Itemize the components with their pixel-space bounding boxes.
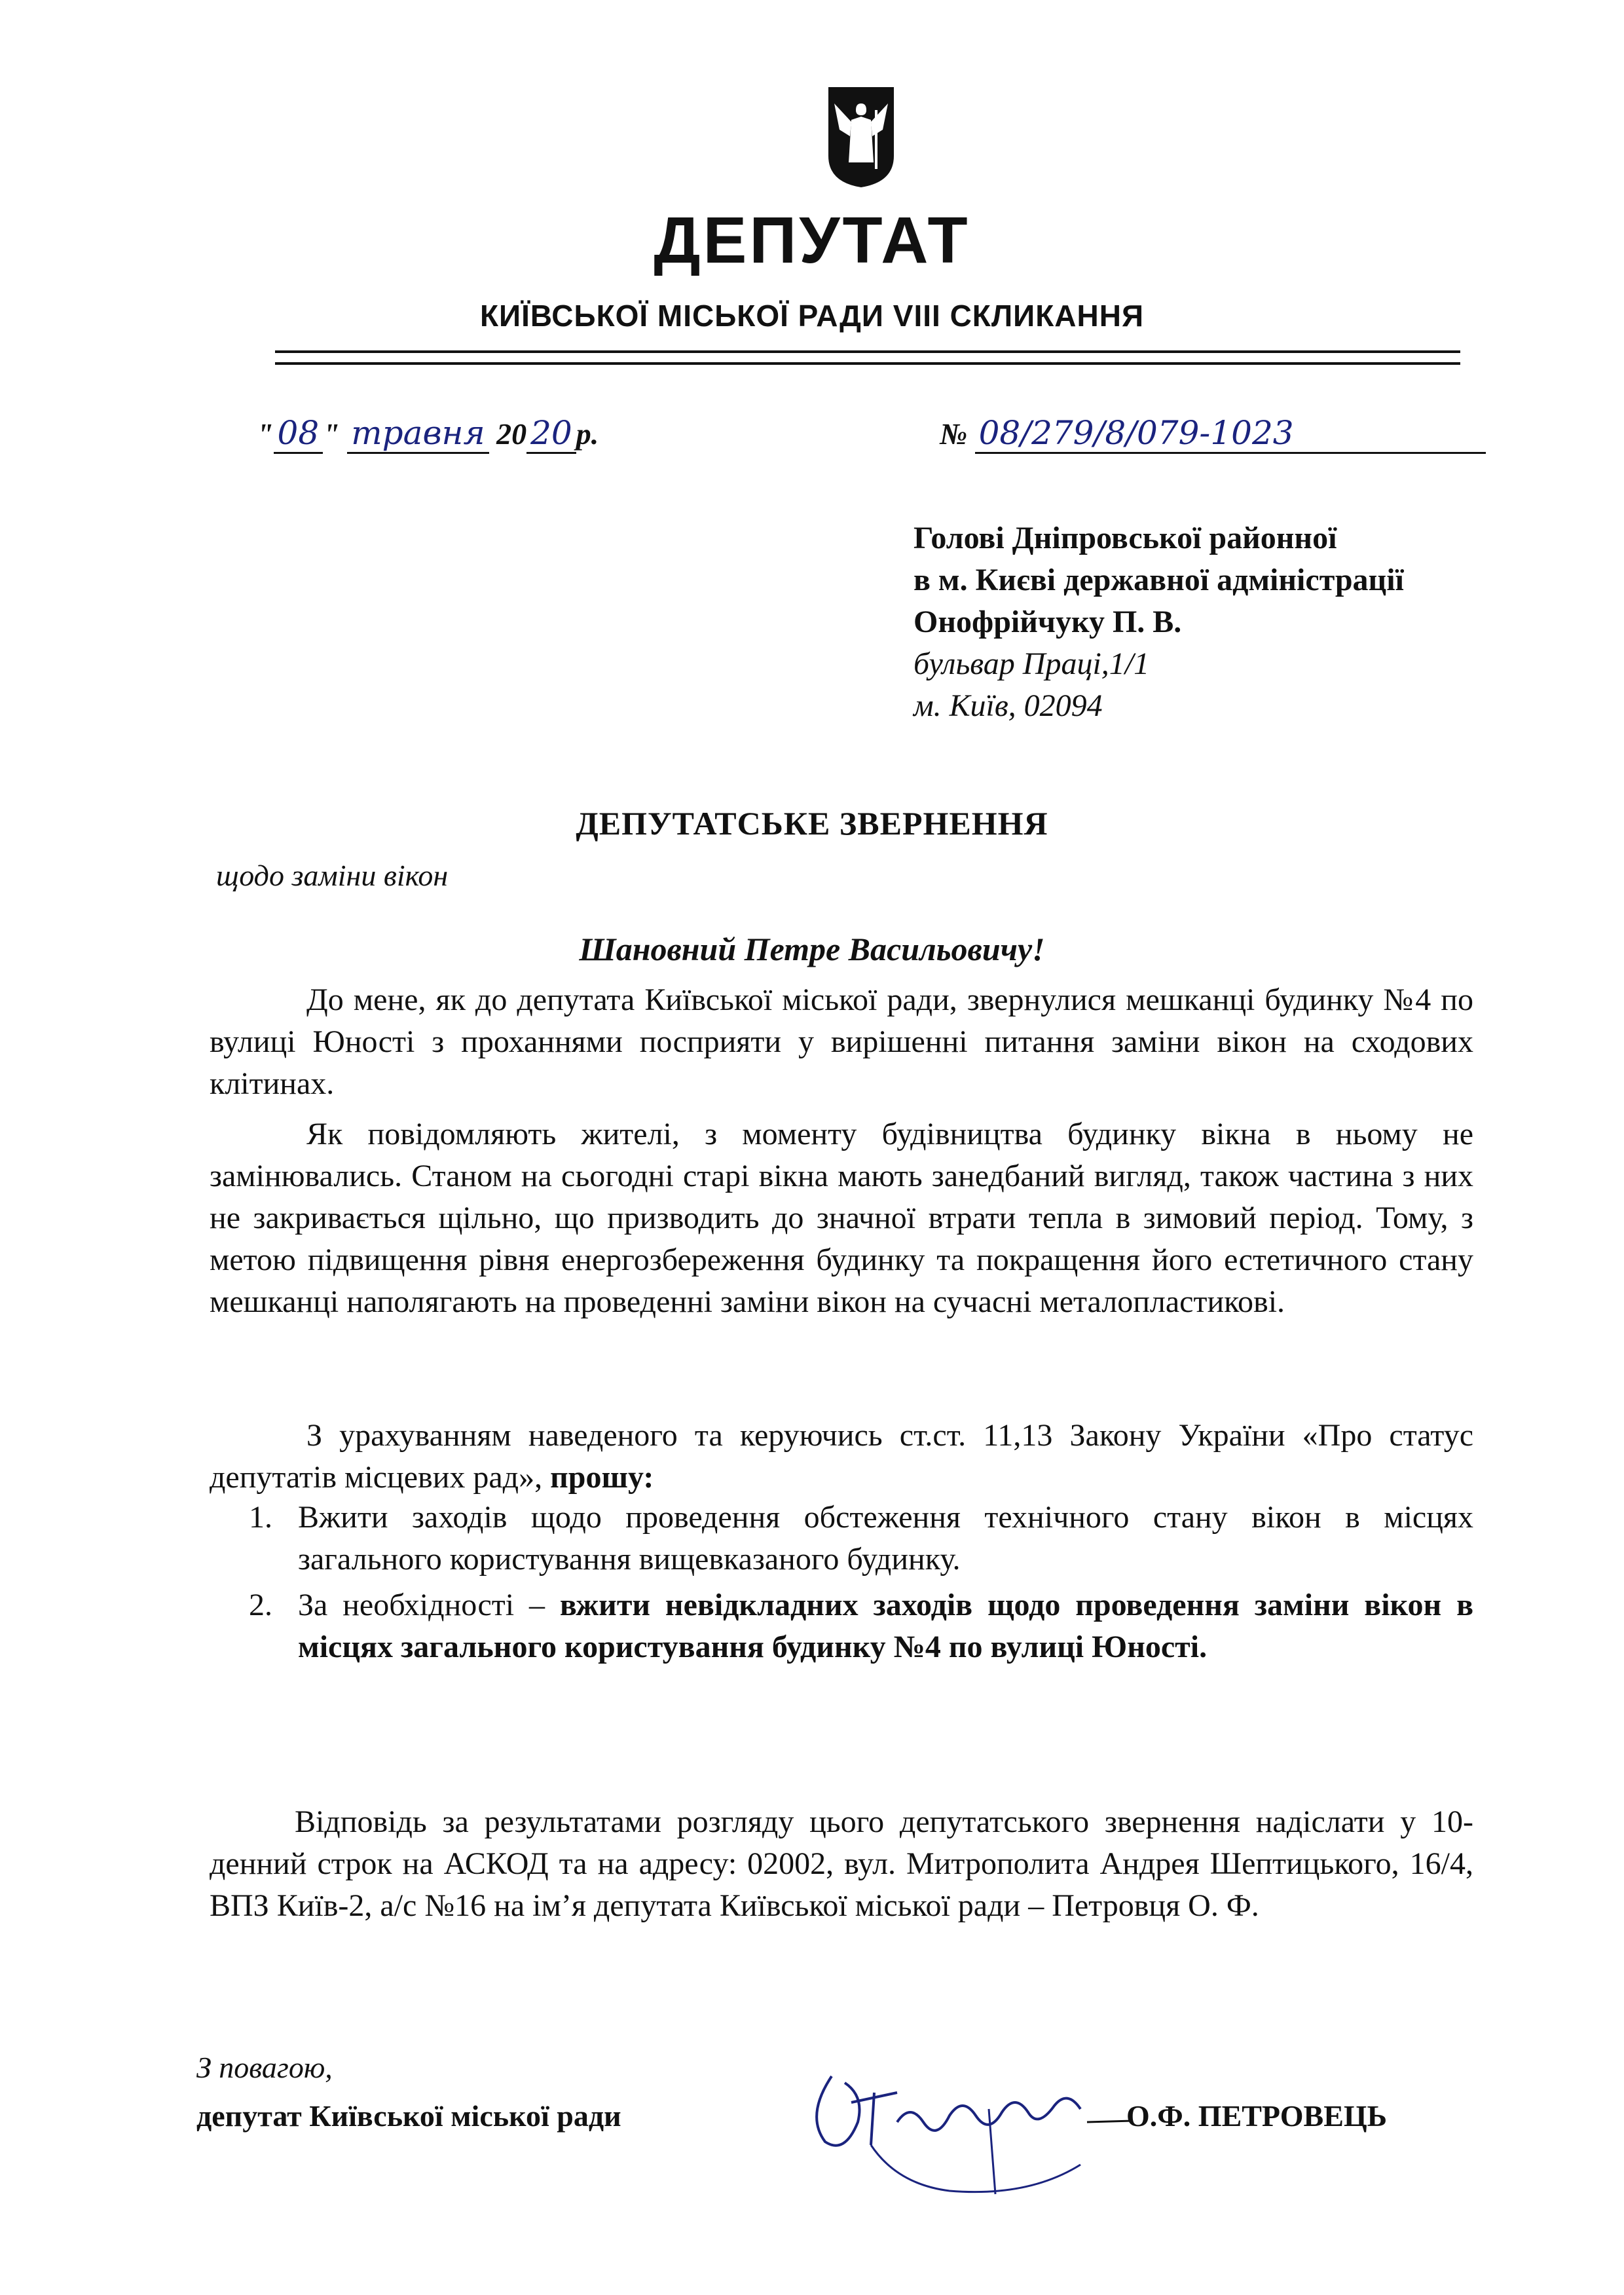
addressee-name: Онофрійчуку П. В. [913,605,1182,639]
ref-label: № [940,417,968,451]
list-item [249,1584,1473,1668]
date-year-suffix: 20 [530,414,572,452]
body-paragraph-4-text: Відповідь за результатами розгляду цього депутатського звернення надіслати у 10-денний строк на АСКОД та на адресу: 02002, вул. Митрополита Андрея Шептицького, 16/4, ВПЗ Київ-2, а/с №16 на ім’я депутата Київської міської ради – Петровця О. Ф. [210,1804,1473,1923]
ref-number: 08/279/8/079-1023 [978,414,1294,452]
request-list [249,1497,1473,1672]
addressee-street: бульвар Праці,1/1 [913,646,1150,681]
addressee-line-1: Голові Дніпровської районної [913,521,1337,555]
body-paragraph-2-text: Як повідомляють жителі, з моменту будівництва будинку вікна в ньому не замінювались. Станом на сьогодні старі вікна мають занедбаний вигляд, також частина з них не закривається щільно, що призводить до значної втрати тепла в зимовий період. Тому, з метою підвищення рівня енергозбереження будинку та покращення його естетичного стану мешканці наполягають на проведенні заміни вікон на сучасні металопластикові. [210,1117,1473,1319]
addressee-line-2: в м. Києві державної адміністрації [913,563,1404,597]
document-reference [940,414,1486,454]
body-paragraph-1 [210,979,1473,1105]
kyiv-coat-of-arms-icon [825,84,897,189]
list-item-number: 1. [249,1500,272,1535]
date-quote-close: " [323,417,340,451]
addressee-block [913,517,1404,727]
signatory-name: О.Ф. ПЕТРОВЕЦЬ [1126,2099,1388,2133]
document-title: ДЕПУТАТСЬКЕ ЗВЕРНЕННЯ [576,805,1048,842]
body-paragraph-1-text: До мене, як до депутата Київської міської ради, звернулися мешканці будинку №4 по вулиці Юності з проханнями посприяти у вирішенні питання заміни вікон на сходових клітинах. [210,982,1473,1101]
date-quote-open: " [257,417,274,451]
letterhead-rule-bottom [275,362,1460,365]
document-subject: щодо заміни вікон [216,859,449,892]
list-item-text: За необхідності – [298,1588,545,1622]
list-item [249,1497,1473,1580]
request-keyword: прошу: [550,1460,654,1495]
document-date [257,414,599,454]
list-item-number: 2. [249,1588,272,1622]
addressee-city: м. Київ, 02094 [913,688,1103,723]
date-month: травня [351,414,485,452]
body-paragraph-3 [210,1415,1473,1499]
letterhead-subtitle: КИЇВСЬКОЇ МІСЬКОЇ РАДИ VIII СКЛИКАННЯ [479,299,1145,333]
list-item-text: Вжити заходів щодо проведення обстеження технічного стану вікон в місцях загального користування вищевказаного будинку. [298,1500,1473,1577]
body-paragraph-2 [210,1113,1473,1323]
body-paragraph-3-text: З урахуванням наведеного та керуючись ст.ст. 11,13 Закону України «Про статус депутатів місцевих рад», [210,1418,1473,1495]
handwritten-signature [792,2037,1133,2201]
list-item-bold-text: вжити невідкладних заходів щодо проведення заміни вікон в місцях загального користування будинку №4 по вулиці Юності. [298,1588,1474,1664]
letterhead-rule-top [275,350,1460,353]
salutation: Шановний Петре Васильовичу! [579,931,1045,967]
closing-regards: З повагою, [196,2051,333,2084]
date-day: 08 [277,414,320,452]
body-paragraph-4 [210,1801,1473,1927]
signatory-position: депутат Київської міської ради [196,2099,621,2133]
date-suffix: р. [576,417,599,451]
date-year-prefix: 20 [496,417,527,451]
letterhead-title: ДЕПУТАТ [654,204,970,277]
